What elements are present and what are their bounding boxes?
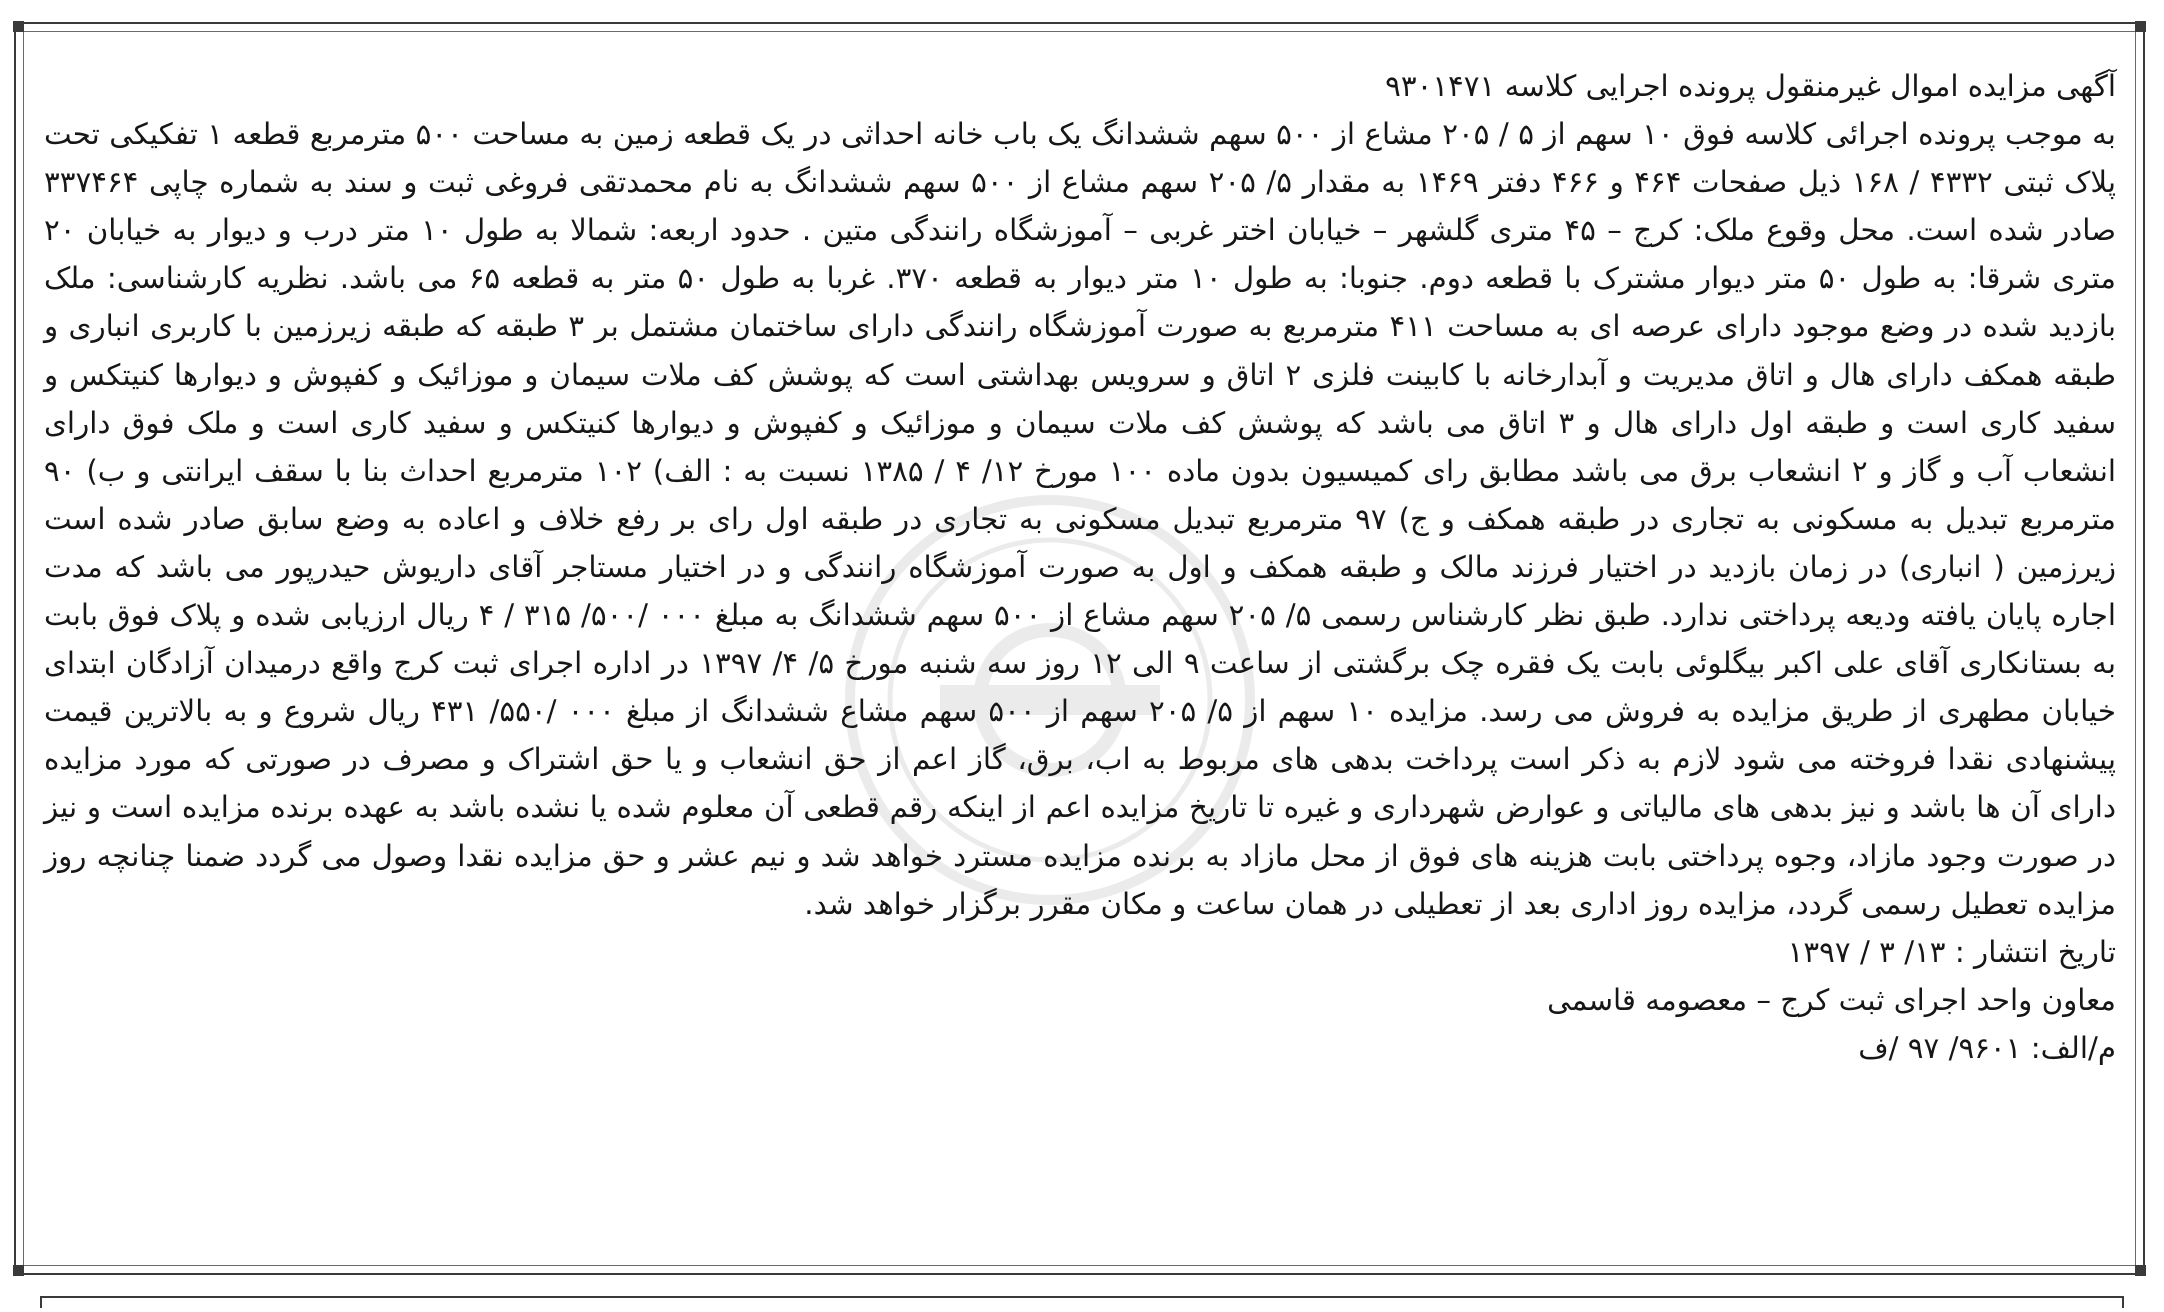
- frame-corner-ornament: [13, 21, 24, 32]
- next-notice-border: [40, 1296, 2124, 1308]
- notice-body: به موجب پرونده اجرائی کلاسه فوق ۱۰ سهم از ۵ / ۲۰۵ مشاع از ۵۰۰ سهم ششدانگ یک باب خانه احداثی در یک قطعه زمین به مساحت ۵۰۰ مترمربع قطعه ۱ تفکیکی تحت پلاک ثبتی ۴۳۳۲ / ۱۶۸ ذیل صفحات ۴۶۴ و ۴۶۶ دفتر ۱۴۶۹ به مقدار ۵/ ۲۰۵ سهم مشاع از ۵۰۰ سهم ششدانگ به نام محمدتقی فروغی ثبت و سند به شماره چاپی ۳۳۷۴۶۴ صادر شده است. محل وقوع ملک: کرج – ۴۵ متری گلشهر – خیابان اختر غربی – آموزشگاه رانندگی متین . حدود اربعه: شمالا به طول ۱۰ متر درب و دیوار به خیابان ۲۰ متری شرقا: به طول ۵۰ متر دیوار مشترک با قطعه دوم. جنوبا: به طول ۱۰ متر دیوار به قطعه ۳۷۰. غربا به طول ۵۰ متر به قطعه ۶۵ می باشد. نظریه کارشناسی: ملک بازدید شده در وضع موجود دارای عرصه ای به مساحت ۴۱۱ مترمربع به صورت آموزشگاه رانندگی دارای ساختمان مشتمل بر ۳ طبقه که طبقه زیرزمین با کاربری انباری و طبقه همکف دارای هال و اتاق مدیریت و آبدارخانه با کابینت فلزی ۲ اتاق و سرویس بهداشتی است که پوشش کف ملات سیمان و موزائیک و کفپوش و دیوارها کنیتکس و سفید کاری است و طبقه اول دارای هال و ۳ اتاق می باشد که پوشش کف ملات سیمان و موزائیک و کفپوش و دیوارها کنیتکس و سفید کاری است و ملک فوق دارای انشعاب آب و گاز و ۲ انشعاب برق می باشد مطابق رای کمیسیون بدون ماده ۱۰۰ مورخ ۱۲/ ۴ / ۱۳۸۵ نسبت به : الف) ۱۰۲ مترمربع احداث بنا با سقف ایرانتی و ب) ۹۰ مترمربع تبدیل به مسکونی به تجاری در طبقه همکف و ج) ۹۷ مترمربع تبدیل مسکونی به تجاری در طبقه اول رای بر رفع خلاف و اعاده به وضع سابق صادر شده است زیرزمین ( انباری) در زمان بازدید در اختیار فرزند مالک و طبقه همکف و اول به صورت آموزشگاه رانندگی و در اختیار مستاجر آقای داریوش حیدرپور می باشد که مدت اجاره پایان یافته ودیعه پرداختی ندارد. طبق نظر کارشناس رسمی ۵/ ۲۰۵ سهم مشاع از ۵۰۰ سهم ششدانگ به مبلغ ۰۰۰ /۵۰۰/ ۳۱۵ / ۴ ریال ارزیابی شده و پلاک فوق بابت به بستانکاری آقای علی اکبر بیگلوئی بابت یک فقره چک برگشتی از ساعت ۹ الی ۱۲ روز سه شنبه مورخ ۵/ ۴/ ۱۳۹۷ در اداره اجرای ثبت کرج واقع درمیدان آزادگان ابتدای خیابان مطهری از طریق مزایده به فروش می رسد. مزایده ۱۰ سهم از ۵/ ۲۰۵ سهم از ۵۰۰ سهم مشاع ششدانگ از مبلغ ۰۰۰ /۵۵۰/ ۴۳۱ ریال شروع و به بالاترین قیمت پیشنهادی نقدا فروخته می شود لازم به ذکر است پرداخت بدهی های مربوط به اب، برق، گاز اعم از حق انشعاب و یا حق اشتراک و مصرف در صورتی که مورد مزایده دارای آن ها باشد و نیز بدهی های مالیاتی و عوارض شهرداری و غیره تا تاریخ مزایده اعم از اینکه رقم قطعی آن معلوم شده یا نشده باشد به عهده برنده مزایده است و نیز در صورت وجود مازاد، وجوه پرداختی بابت هزینه های فوق از محل مازاد به برنده مزایده مسترد خواهد شد و نیم عشر و حق مزایده نقدا وصول می گردد ضمنا چنانچه روز مزایده تعطیل رسمی گردد، مزایده روز اداری بعد از تعطیلی در همان ساعت و مکان مقرر برگزار خواهد شد.: [44, 117, 2117, 921]
- auction-notice: [44, 62, 2116, 1072]
- publish-date: تاریخ انتشار : ۱۳/ ۳ / ۱۳۹۷: [1787, 934, 2116, 969]
- reference-code: م/الف: ۹۶۰۱/ ۹۷ /ف: [1858, 1030, 2116, 1065]
- notice-title: آگهی مزایده اموال غیرمنقول پرونده اجرایی کلاسه ۹۳۰۱۴۷۱: [1385, 69, 2116, 103]
- signer: معاون واحد اجرای ثبت کرج – معصومه قاسمی: [1547, 982, 2116, 1017]
- frame-corner-ornament: [2135, 1265, 2146, 1276]
- frame-corner-ornament: [2135, 21, 2146, 32]
- frame-corner-ornament: [13, 1265, 24, 1276]
